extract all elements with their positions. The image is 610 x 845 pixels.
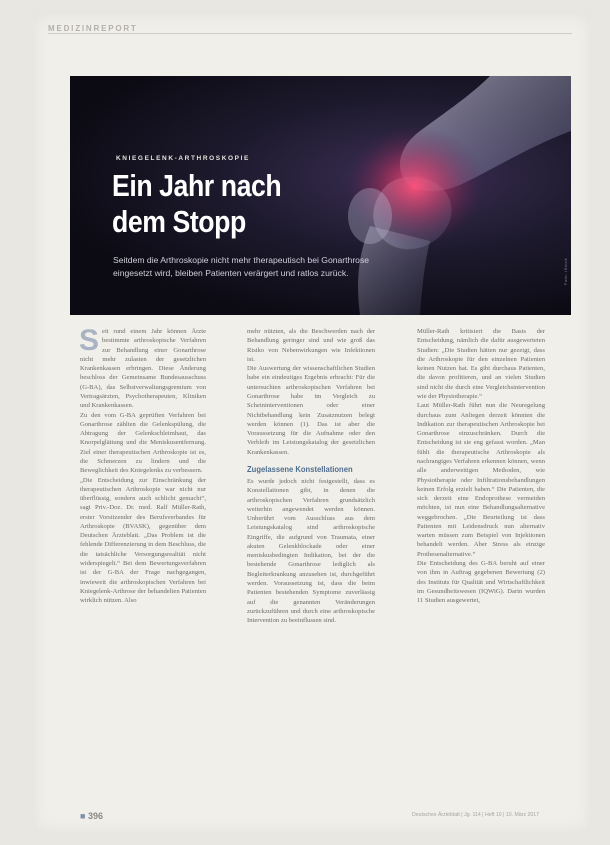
paragraph: Müller-Rath kritisiert die Basis der Entscheidung, nämlich die dafür ausgewerteten Studien: „Die Studien hätten nur gezeigt, dass die Arthroskopie für den einzelnen Patienten keinen Nutzen hat. Es gibt durchaus Patienten, die davon profitieren, und an vielen Studien sind nicht die durch eine Vergleichsintervention wie der Physiotherapie.“ <box>417 328 545 400</box>
paragraph: Die Auswertung der wissenschaftlichen Studien habe ein eindeutiges Ergebnis erbracht: Für die untersuchten arthroskopischen Verfahren bei Gonarthrose habe im Vergleich zu Scheininterventionen oder einer Nichtbehandlung kein Zusatznutzen belegt werden können (1). Das ist aber die Voraussetzung für die Aufnahme oder den Verbleib im Leistungskatalog der gesetzlichen Krankenkassen. <box>247 365 375 456</box>
photo-credit: Foto: iStock <box>563 257 568 285</box>
paragraph: Zu den vom G-BA geprüften Verfahren bei Gonarthrose zählten die Gelenkspülung, die Abtragung der Gelenkschleimhaut, das Knorpelglättung und die Meniskusentfernung. Ziel einer therapeutischen Arthroskopie ist es, die Schmerzen zu lindern und die Beweglichkeit des Kniegelenks zu verbessern. <box>80 411 206 475</box>
journal-citation: Deutsches Ärzteblatt | Jg. 114 | Heft 10 | 10. März 2017 <box>412 812 540 818</box>
subheading: Zugelassene Konstellationen <box>247 463 353 474</box>
page-number-text: 396 <box>87 811 103 821</box>
hero-kicker: KNIEGELENK-ARTHROSKOPIE <box>116 155 250 162</box>
article-column-3 <box>417 327 545 605</box>
paragraph: mehr nützten, als die Beschwerden nach der Behandlung geringer sind und wie groß das Risiko von Nebenwirkungen wie Infektionen ist. <box>247 328 375 363</box>
paragraph: Es wurde jedoch nicht festgestellt, dass es Konstellationen gibt, in denen die arthroskopischen Verfahren grundsätzlich weiterhin angewendet werden können. Unberührt vom Ausschluss aus dem Leistungskatalog sind arthroskopische Eingriffe, die aufgrund von Traumata, einer akuten Gelenkblockade oder einer meniskusbedingten Indikation, bei der die bestehende Gonarthrose lediglich als Begleiterkrankung anzusehen ist, durchgeführt werden. Voraussetzung ist, dass die beim Patienten bestehenden Symptome zuverlässig auf die genannten Veränderungen zurückzuführen und durch eine arthroskopische Intervention zu beeinflussen sind. <box>247 477 375 625</box>
article-column-1 <box>79 324 206 605</box>
section-label: MEDIZINREPORT <box>48 24 138 33</box>
page-title: Ein Jahr nach dem Stopp <box>112 168 282 239</box>
drop-cap: S <box>79 324 100 357</box>
lead-text: Seitdem die Arthroskopie nicht mehr therapeutisch bei Gonarthrose eingesetzt wird, bleiben Patienten verärgert und ratlos zurück. <box>113 255 370 278</box>
page-number <box>80 811 103 821</box>
paragraph: Laut Müller-Rath führt nun die Neuregelung durchaus zum Anliegen derzeit könnten die Indikation zur therapeutischen Arthroskopie bei Gonarthrose einzuschränken. Durch die Entscheidung ist sie eng gefasst worden. „Man fühlt die therapeutische Arthroskopie als nachrangiges Verfahren erkennen können, wenn alle anderweitigen Methoden, wie Physiotherapie oder Infiltrationsbehandlungen keinen Erfolg erzielt haben.“ Die Patienten, die sich derzeit eine Endoprothese vermeiden möchten, ist nun eine Behandlungsalternative weggebrochen. „Die Beurteilung ist dass Patienten mit Leidensdruck nun alternativ warten müssen zum Beispiel von Injektionen behandelt werden. Aber Stress als einzige Prothesenalternative.“ <box>417 402 545 558</box>
paragraph: Die Entscheidung des G-BA beruht auf einer von ihm in Auftrag gegebenen Bewertung (2) des Instituts für Qualität und Wirtschaftlichkeit im Gesundheitswesen (IQWiG). Darin wurden 11 Studien ausgewertet, <box>417 560 545 605</box>
article-column-2 <box>247 327 375 625</box>
page-marker-icon: ■ <box>80 811 88 821</box>
paragraph: „Die Entscheidung zur Einschränkung der therapeutischen Arthroskopie war nicht nur überflüssig, sondern auch schlicht gemacht“, sagt Priv.-Doz. Dr. med. Ralf Müller-Rath, erster Vorsitzender des Berufsverbandes für Arthroskopie (BVASK), gegenüber dem Deutschen Ärzteblatt. „Das Problem ist die fehlende Differenzierung in dem Beschluss, die die tatsächliche Versorgungsrealität nicht widerspiegelt.“ Bei dem Bewertungsverfahren ist der G-BA der Frage nachgegangen, inwieweit die arthroskopischen Verfahren bei Kniegelenk-Arthrose der behandelten Patienten wirklich nützen. Also <box>80 476 206 605</box>
header-rule <box>48 33 572 34</box>
paragraph: eit rund einem Jahr können Ärzte bestimmte arthroskopische Verfahren zur Behandlung einer Gonarthrose nicht mehr zulasten der gesetzlichen Krankenkassen erbringen. Diese Änderung beschloss der Gemeinsame Bundesausschuss (G-BA), das Selbstverwaltungsgremium von Vertragsärzten, Psychotherapeuten, Kliniken und Krankenkassen. <box>80 328 206 410</box>
